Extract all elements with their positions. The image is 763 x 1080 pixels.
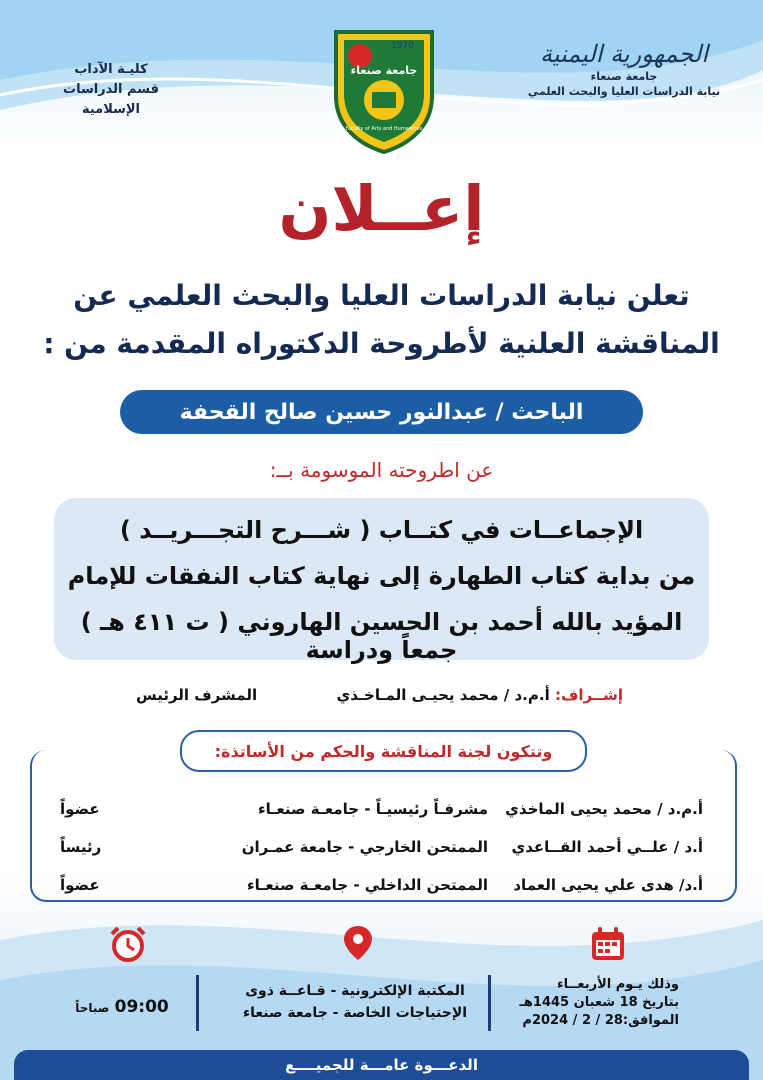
time-value: 09:00: [114, 997, 169, 1017]
event-day: وذلك يـوم الأربعــاء: [556, 977, 679, 992]
thesis-line-1: الإجماعــات في كتــاب ( شـــرح التجـــريــد ): [119, 516, 644, 544]
member-role: الممتحن الخارجي - جامعة عمـران: [241, 838, 488, 856]
event-hijri-date: بتاريخ 18 شعبان 1445هـ: [519, 995, 679, 1010]
logo-text: جامعة صنعاء: [350, 64, 418, 77]
location-pin-icon: [338, 924, 378, 964]
member-role: الممتحن الداخلي - جامعـة صنعـاء: [246, 876, 488, 894]
member-name: أ.م.د / محمد يحيى الماخذي: [505, 800, 703, 818]
thesis-line-2: من بداية كتاب الطهارة إلى نهاية كتاب النفقات للإمام: [67, 562, 696, 590]
committee-title: وتتكون لجنة المناقشة والحكم من الأساتذة:: [180, 730, 587, 772]
university-name: جامعة صنعاء: [590, 70, 658, 83]
header-right: [509, 40, 739, 98]
member-name: أ.د / علــي أحمد القــاعدي: [511, 838, 703, 856]
venue-line-1: المكتبة الإلكترونية - قـاعــة ذوى: [245, 983, 465, 999]
event-time: [52, 998, 192, 1017]
republic-script: الجمهورية اليمنية: [539, 40, 709, 68]
supervision: [336, 686, 623, 704]
member-position: رئيساً: [60, 838, 102, 856]
event-venue: [230, 980, 480, 1024]
committee-row: [60, 876, 703, 906]
thesis-title-box: [54, 498, 709, 664]
faculty-name: كليـة الآداب: [74, 62, 148, 77]
header-left: [36, 60, 186, 120]
member-name: أ.د/ هدى علي يحيى العماد: [513, 876, 703, 894]
member-role: مشرفـاً رئيسيـاً - جامعـة صنعـاء: [257, 800, 488, 818]
time-suffix: صباحاً: [75, 1001, 110, 1015]
deanship-name: نيابة الدراسات العليا والبحث العلمي: [527, 85, 721, 98]
separator: [488, 975, 491, 1031]
alarm-clock-icon: [108, 924, 148, 964]
intro-line-2: المناقشة العلنية لأطروحة الدكتوراه المقدمة من :: [43, 327, 720, 360]
logo-caption: Faculty of Arts and Humanities: [345, 126, 423, 132]
member-position: عضواً: [60, 800, 100, 818]
footer-invitation: الدعـــوة عامـــة للجميــــع: [14, 1050, 749, 1080]
separator: [196, 975, 199, 1031]
member-position: عضواً: [60, 876, 100, 894]
supervisor-name: أ.م.د / محمد يحيـى المـاخـذي: [336, 686, 550, 704]
department-name: قسم الدراسات الإسلامية: [63, 82, 159, 117]
thesis-intro: عن اطروحته الموسومة بــ:: [269, 458, 494, 482]
event-gregorian-date: الموافق:28 / 2 / 2024م: [522, 1013, 679, 1028]
intro-line-1: تعلن نيابة الدراسات العليا والبحث العلمي عن: [73, 279, 690, 312]
university-logo: [330, 26, 438, 156]
event-date: [519, 976, 679, 1030]
logo-year: 1970: [391, 41, 414, 51]
researcher-banner: الباحث / عبدالنور حسين صالح القحفة: [120, 390, 643, 434]
committee-row: [60, 800, 703, 830]
supervisor-role: المشرف الرئيس: [136, 686, 258, 704]
intro-text: [40, 272, 723, 368]
thesis-line-3: المؤيد بالله أحمد بن الحسين الهاروني ( ت ٤١١ هـ ) جمعاً ودراسة: [80, 608, 683, 664]
supervision-label: إشــراف:: [554, 686, 623, 704]
venue-line-2: الإحتياجات الخاصة - جامعة صنعاء: [242, 1005, 468, 1021]
calendar-icon: [588, 924, 628, 964]
committee-row: [60, 838, 703, 868]
announcement-title: إعــلان: [278, 172, 485, 245]
